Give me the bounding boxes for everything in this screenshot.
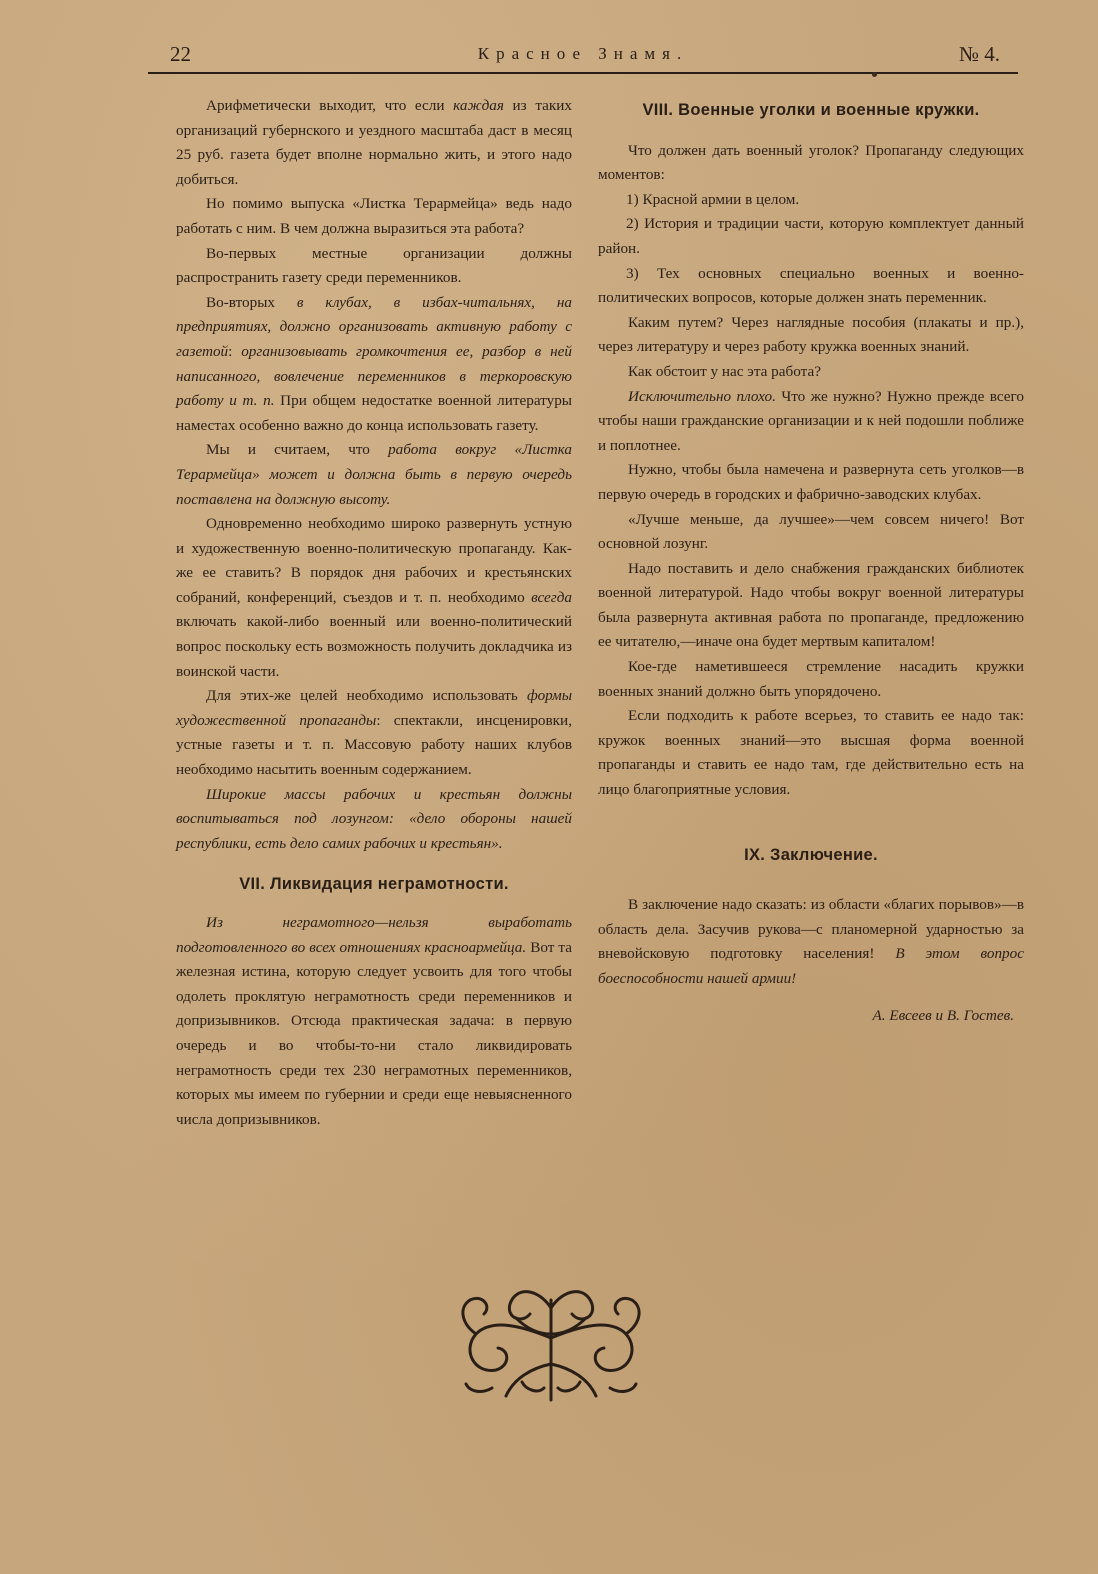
section-heading-vii: VII. Ликвидация неграмотности. <box>239 875 509 894</box>
paragraph: Во-первых местные организации должны распространить газету среди переменников. <box>176 244 572 287</box>
list-item: 1) Красной армии в целом. <box>626 190 800 208</box>
paragraph: Кое-где наметившееся стремление насадить кружки военных знаний должно быть упорядочено. <box>598 658 1024 700</box>
paragraph: Как обстоит у нас эта работа? <box>628 362 821 380</box>
paragraph: «Лучше меньше, да лучшее»—чем совсем ничего! Вот основной лозунг. <box>598 510 1024 553</box>
paragraph: Надо поставить и дело снабжения гражданских библиотек военной литературой. Надо чтобы вокруг военной литературы была развернута активная работа по пропаганде, предложению ее читателю,—иначе она будет мертвым капиталом! <box>598 559 1024 651</box>
paragraph: Нужно, чтобы была намечена и развернута сеть уголков—в первую очередь в городских и фабрично-заводских клубах. <box>598 461 1024 503</box>
left-column <box>176 94 572 1132</box>
paragraph: Для этих-же целей необходимо использовать формы художественной пропаганды: спектакли, инсценировки, устные газеты и т. п. Массовую работу наших клубов необходимо насытить военным содержанием. <box>176 687 572 779</box>
paragraph: Но помимо выпуска «Листка Терармейца» ведь надо работать с ним. В чем должна выразиться эта работа? <box>176 195 572 237</box>
floral-ornament-icon <box>452 1278 650 1408</box>
ink-dot <box>872 72 877 77</box>
paragraph: В заключение надо сказать: из области «благих порывов»—в область дела. Засучив рукова—с планомерной ударностью за вневойсковую подготовку населения! В этом вопрос боеспособности нашей армии! <box>598 896 1024 987</box>
right-column <box>598 94 1024 1028</box>
paragraph: Во-вторых в клубах, в избах-читальнях, на предприятиях, должно организовать активную работу с газетой: организовывать громкочтения ее, разбор в ней написанного, вовлечение переменников в теркоровскую работу и т. п. При общем недостатке военной литературы наместах особенно важно до конца использовать газету. <box>176 293 572 434</box>
paragraph: Широкие массы рабочих и крестьян должны воспитываться под лозунгом: «дело обороны нашей республики, есть дело самих рабочих и крестьян». <box>176 785 572 852</box>
list-item: 3) Тех основных специально военных и военно-политических вопросов, которые должен знать переменник. <box>598 264 1024 307</box>
paragraph: Одновременно необходимо широко развернуть устную и художественную военно-политическую пропаганду. Как-же ее ставить? В порядок дня рабочих и крестьянских собраний, конференций, съездов и т. п. необходимо всегда включать какой-либо военный или военно-политический вопрос поскольку есть возможность получить докладчика из воинской части. <box>176 515 572 680</box>
list-item: 2) История и традиции части, которую комплектует данный район. <box>598 215 1024 257</box>
paragraph: Из неграмотного—нельзя выработать подготовленного во всех отношениях красноармейца. Вот та железная истина, которую следует усвоить для того чтобы одолеть проклятую неграмотность среди переменников и допризывников. Отсюда практическая задача: в первую очередь и во чтобы-то-ни стало ликвидировать неграмотность среди тех 230 неграмотных переменников, которых мы имеем по губернии и среди еще невыясненного числа допризывников. <box>176 914 572 1128</box>
paragraph: Арифметически выходит, что если каждая из таких организаций губернского и уездного масштаба даст в месяц 25 руб. газета будет вполне нормально жить, и этого надо добиться. <box>176 97 572 188</box>
masthead: Красное Знамя. <box>477 44 689 63</box>
signature: А. Евсеев и В. Гостев. <box>872 1006 1014 1024</box>
paragraph: Исключительно плохо. Что же нужно? Нужно прежде всего чтобы наши гражданские организации и к ней подошли поближе и поплотнее. <box>598 387 1024 454</box>
running-header <box>148 38 1018 74</box>
paragraph: Мы и считаем, что работа вокруг «Листка Терармейца» может и должна быть в первую очередь поставлена на должную высоту. <box>176 441 572 508</box>
paragraph: Каким путем? Через наглядные пособия (плакаты и пр.), через литературу и через работу кружка военных знаний. <box>598 313 1024 356</box>
paragraph: Что должен дать военный уголок? Пропаганду следующих моментов: <box>598 141 1024 184</box>
paragraph: Если подходить к работе всерьез, то ставить ее надо так: кружок военных знаний—это высшая форма военной пропаганды и ставить ее надо там, где действительно есть на лицо благоприятные условия. <box>598 707 1024 799</box>
issue-number: № 4. <box>958 42 1000 66</box>
page-number: 22 <box>170 42 191 66</box>
section-heading-viii: VIII. Военные уголки и военные кружки. <box>642 101 980 119</box>
section-heading-ix: IX. Заключение. <box>744 845 878 864</box>
